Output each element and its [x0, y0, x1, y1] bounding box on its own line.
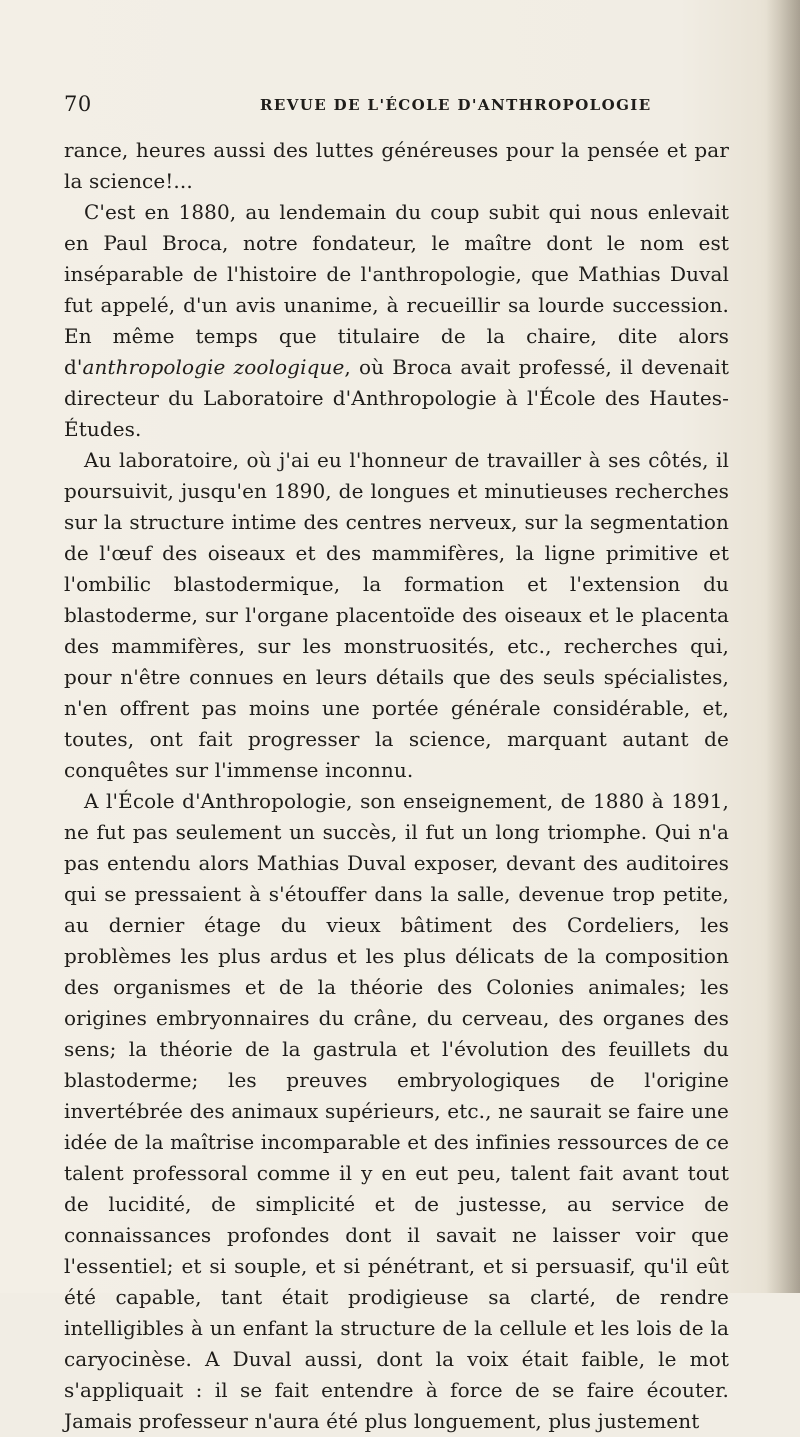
paragraph-text: , où Broca avait professé, il devenait directeur du Laboratoire d'Anthropologie à l'École des Hautes-Études. [64, 355, 729, 441]
running-head: REVUE DE L'ÉCOLE D'ANTHROPOLOGIE [260, 96, 652, 114]
paragraph-teaching: A l'École d'Anthropologie, son enseignement, de 1880 à 1891, ne fut pas seulement un succès, il fut un long triomphe. Qui n'a pas entendu alors Mathias Duval exposer, devant des auditoires qui se pressaient à s'étouffer dans la salle, devenue trop petite, au dernier étage du vieux bâtiment des Cordeliers, les problèmes les plus ardus et les plus délicats de la composition des organismes et de la théorie des Colonies animales; les origines embryonnaires du crâne, du cerveau, des organes des sens; la théorie de la gastrula et l'évolution des feuillets du blastoderme; les preuves embryologiques de l'origine invertébrée des animaux supérieurs, etc., ne saurait se faire une idée de la maîtrise incomparable et des infinies ressources de ce talent professoral comme il y en eut peu, talent fait avant tout de lucidité, de simplicité et de justesse, au service de connaissances profondes dont il savait ne laisser voir que l'essentiel; et si souple, et si pénétrant, et si persuasif, qu'il eût été capable, tant était prodigieuse sa clarté, de rendre intelligibles à un enfant la structure de la cellule et les lois de la caryocinèse. A Duval aussi, dont la voix était faible, le mot s'appliquait : il se fait entendre à force de se faire écouter. Jamais professeur n'aura été plus longuement, plus justement [64, 789, 729, 1433]
page-header [64, 92, 734, 124]
paragraph-laboratory: Au laboratoire, où j'ai eu l'honneur de travailler à ses côtés, il poursuivit, jusqu'en 1890, de longues et minutieuses recherches sur la structure intime des centres nerveux, sur la segmentation de l'œuf des oiseaux et des mammifères, la ligne primitive et l'ombilic blastodermique, la formation et l'extension du blastoderme, sur l'organe placentoïde des oiseaux et le placenta des mammifères, sur les monstruosités, etc., recherches qui, pour n'être connues en leurs détails que des seuls spécialistes, n'en offrent pas moins une portée générale considérable, et, toutes, ont fait progresser la science, marquant autant de conquêtes sur l'immense inconnu. [64, 448, 729, 782]
italic-term: anthropologie zoologique [82, 355, 345, 379]
page-edge-shadow [766, 0, 800, 1293]
body-text [64, 135, 729, 1437]
page-number: 70 [64, 92, 92, 116]
paragraph-continued: rance, heures aussi des luttes généreuses pour la pensée et par la science!... [64, 138, 729, 193]
paragraph-broca-succession [64, 197, 729, 445]
paragraph-text: C'est en 1880, au lendemain du coup subit qui nous enlevait en Paul Broca, notre fondateur, le maître dont le nom est inséparable de l'histoire de l'anthropologie, que Mathias Duval fut appelé, d'un avis unanime, à recueillir sa lourde succession. En même temps que titulaire de la chaire, dite alors d' [64, 200, 729, 379]
